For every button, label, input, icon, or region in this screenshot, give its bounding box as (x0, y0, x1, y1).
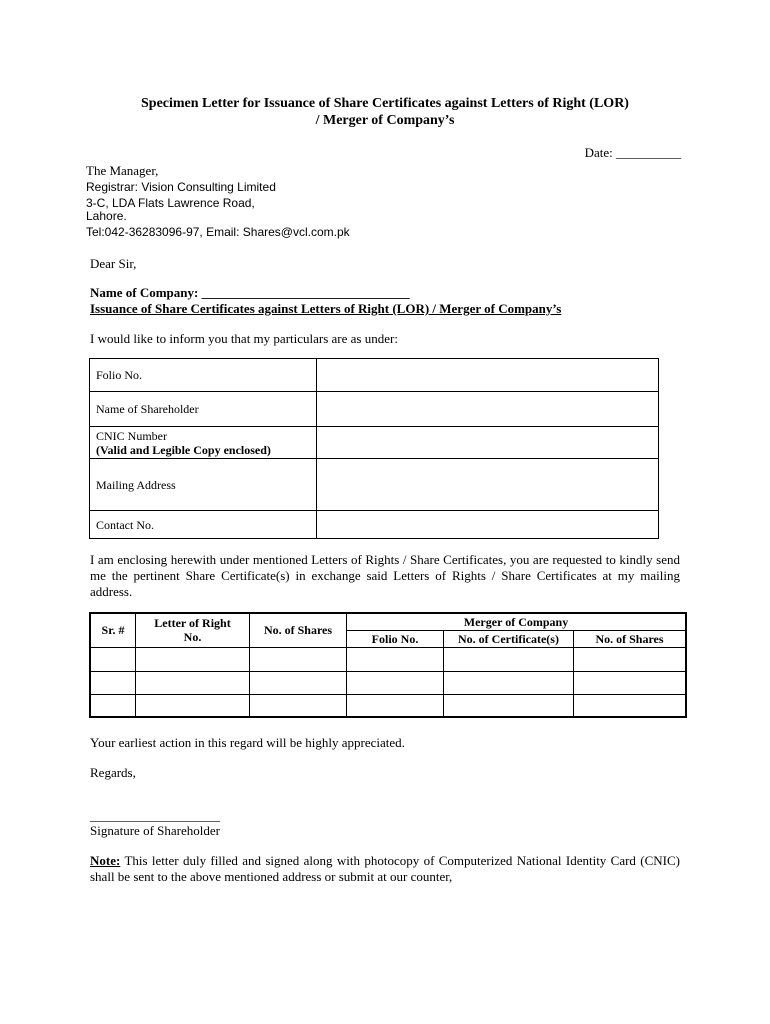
table-row (90, 359, 659, 392)
contact-input[interactable] (317, 511, 659, 539)
contact-label: Contact No. (90, 511, 317, 539)
shareholder-name-input[interactable] (317, 392, 659, 427)
folio-label: Folio No. (90, 359, 317, 392)
table-row (90, 694, 686, 717)
table-cell[interactable] (347, 647, 444, 671)
mailing-address-label: Mailing Address (90, 459, 317, 511)
cnic-input[interactable] (317, 427, 659, 459)
table-cell[interactable] (90, 647, 136, 671)
intro-text: I would like to inform you that my particulars are as under: (90, 331, 398, 346)
table-row (90, 459, 659, 511)
table-cell[interactable] (250, 647, 347, 671)
subject-line: Issuance of Share Certificates against Letters of Right (LOR) / Merger of Company’s (90, 301, 562, 316)
table-cell[interactable] (574, 694, 687, 717)
table-cell[interactable] (136, 647, 250, 671)
table-cell[interactable] (347, 694, 444, 717)
table-row (90, 511, 659, 539)
address-registrar: Registrar: Vision Consulting Limited (86, 180, 276, 194)
col-merger-of-company: Merger of Company (347, 613, 687, 630)
date-field[interactable]: Date: __________ (584, 145, 681, 160)
title-line-2: / Merger of Company’s (315, 113, 455, 128)
col-sr: Sr. # (90, 613, 136, 647)
cnic-note: (Valid and Legible Copy enclosed) (96, 442, 271, 457)
note-text: This letter duly filled and signed along with photocopy of Computerized National Identity Card (CNIC) shall be sent to the above mentioned address or submit at our counter, (90, 853, 680, 884)
signature-label: Signature of Shareholder (90, 823, 220, 838)
address-contact: Tel:042-36283096-97, Email: Shares@vcl.com.pk (86, 225, 350, 239)
col-folio-no: Folio No. (347, 630, 444, 647)
document-title (90, 95, 680, 129)
table-cell[interactable] (250, 671, 347, 694)
particulars-table (89, 358, 659, 539)
title-line-1: Specimen Letter for Issuance of Share Certificates against Letters of Right (LOR) (141, 96, 629, 111)
col-no-of-certificates: No. of Certificate(s) (444, 630, 574, 647)
col-letter-of-right-line2: No. (183, 630, 202, 645)
table-cell[interactable] (250, 694, 347, 717)
table-row (90, 647, 686, 671)
cnic-label-text: CNIC Number (96, 428, 167, 443)
signature-line[interactable]: ____________________ (90, 808, 220, 823)
mailing-address-input[interactable] (317, 459, 659, 511)
col-letter-of-right (136, 613, 250, 647)
table-row (90, 671, 686, 694)
note-label: Note: (90, 853, 121, 868)
table-header-row (90, 613, 686, 630)
table-cell[interactable] (574, 671, 687, 694)
table-row (90, 427, 659, 459)
col-letter-of-right-line1: Letter of Right (154, 616, 231, 631)
salutation: Dear Sir, (90, 256, 137, 271)
col-no-of-shares: No. of Shares (250, 613, 347, 647)
share-certificates-table (89, 612, 687, 718)
regards-text: Regards, (90, 765, 136, 780)
cnic-label (90, 427, 317, 459)
table-cell[interactable] (444, 671, 574, 694)
table-row (90, 392, 659, 427)
table-cell[interactable] (136, 694, 250, 717)
table-cell[interactable] (574, 647, 687, 671)
table-cell[interactable] (347, 671, 444, 694)
note-paragraph (90, 853, 680, 885)
address-street: 3-C, LDA Flats Lawrence Road, (86, 196, 255, 210)
shareholder-name-label: Name of Shareholder (90, 392, 317, 427)
address-manager: The Manager, (86, 163, 159, 178)
closing-action-text: Your earliest action in this regard will be highly appreciated. (90, 735, 405, 750)
address-city: Lahore. (86, 209, 127, 223)
table-cell[interactable] (444, 647, 574, 671)
table-cell[interactable] (90, 694, 136, 717)
table-cell[interactable] (90, 671, 136, 694)
table-cell[interactable] (444, 694, 574, 717)
company-name-line[interactable]: Name of Company: ________________________________ (90, 285, 410, 300)
col-merger-no-of-shares: No. of Shares (574, 630, 687, 647)
enclosing-paragraph: I am enclosing herewith under mentioned Letters of Rights / Share Certificates, you are requested to kindly send me the pertinent Share Certificate(s) in exchange said Letters of Rights / Share Certificates at my mailing address. (90, 552, 680, 599)
table-cell[interactable] (136, 671, 250, 694)
folio-input[interactable] (317, 359, 659, 392)
